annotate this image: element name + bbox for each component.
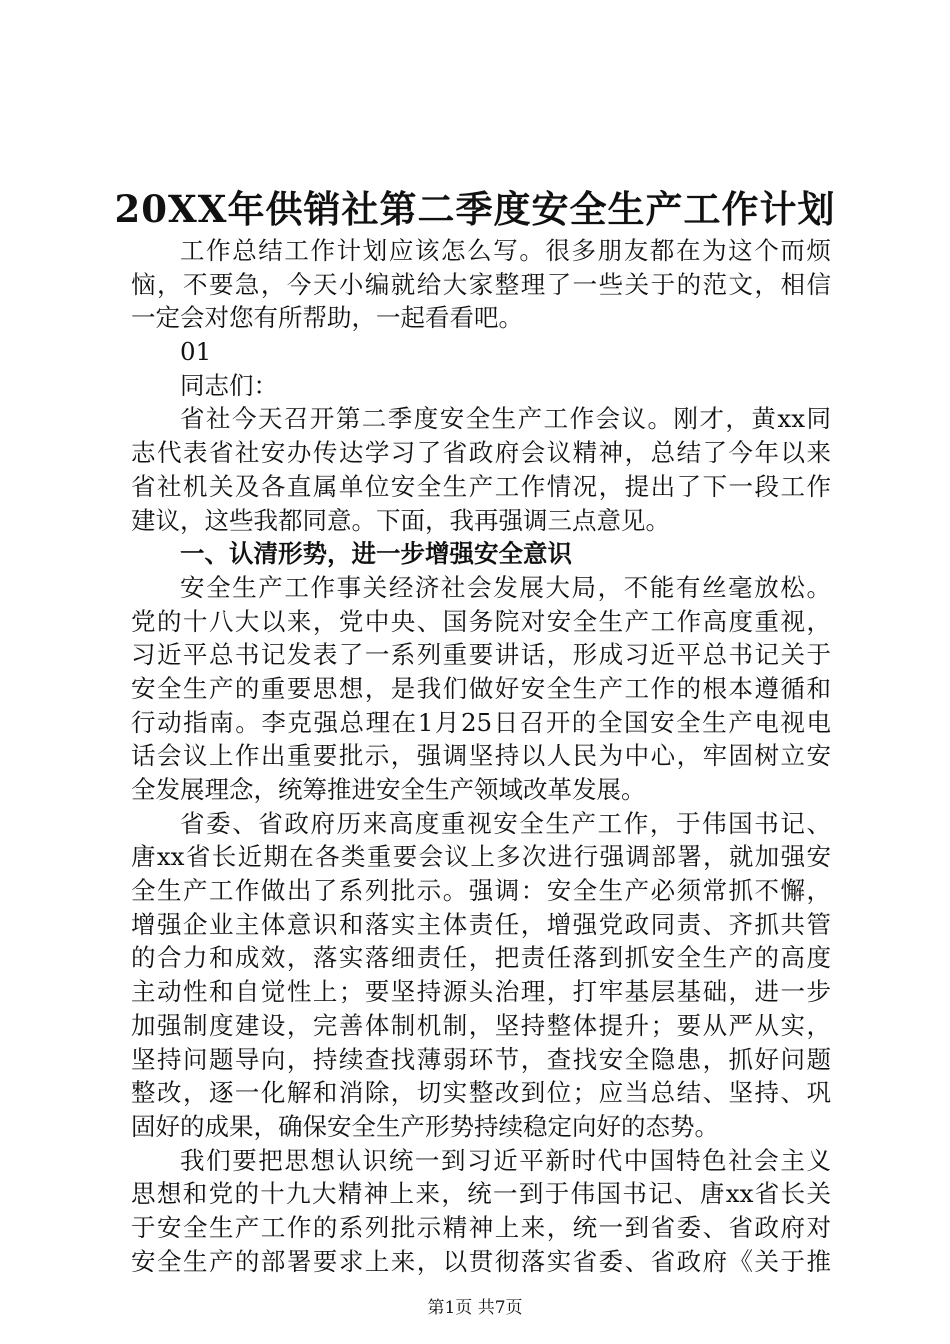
body-line: 全生产工作做出了系列批示。强调：安全生产必须常抓不懈， [131,876,831,906]
body-line: 省社今天召开第二季度安全生产工作会议。刚才，黄xx同 [180,404,831,434]
body-line: 整改，逐一化解和消除，切实整改到位；应当总结、坚持、巩 [131,1078,831,1108]
section-heading: 一、认清形势，进一步增强安全意识 [180,539,572,569]
body-line: 恼，不要急，今天小编就给大家整理了一些关于的范文，相信 [131,269,831,299]
body-line: 省社机关及各直属单位安全生产工作情况，提出了下一段工作 [131,471,831,501]
body-line: 党的十八大以来，党中央、国务院对安全生产工作高度重视， [131,606,831,636]
body-line: 省委、省政府历来高度重视安全生产工作，于伟国书记、 [180,808,831,838]
body-line: 志代表省社安办传达学习了省政府会议精神，总结了今年以来 [131,438,831,468]
body-line: 我们要把思想认识统一到习近平新时代中国特色社会主义 [180,1145,831,1175]
body-line: 坚持问题导向，持续查找薄弱环节，查找安全隐患，抓好问题 [131,1044,831,1074]
body-line: 安全生产的部署要求上来，以贯彻落实省委、省政府《关于推 [131,1246,831,1276]
body-line: 于安全生产工作的系列批示精神上来，统一到省委、省政府对 [131,1212,831,1242]
body-line: 一定会对您有所帮助，一起看看吧。 [131,303,523,333]
body-line: 唐xx省长近期在各类重要会议上多次进行强调部署，就加强安 [131,842,831,872]
body-line: 话会议上作出重要批示，强调坚持以人民为中心，牢固树立安 [131,741,831,771]
document-title: 20XX年供销社第二季度安全生产工作计划 [114,187,836,231]
section-number: 01 [180,337,212,367]
body-line: 加强制度建设，完善体制机制，坚持整体提升；要从严从实， [131,1010,831,1040]
body-line: 工作总结工作计划应该怎么写。很多朋友都在为这个而烦 [180,236,831,265]
body-line: 的合力和成效，落实落细责任，把责任落到抓安全生产的高度 [131,943,831,973]
body-line: 思想和党的十九大精神上来，统一到于伟国书记、唐xx省长关 [131,1179,831,1209]
body-line: 安全生产的重要思想，是我们做好安全生产工作的根本遵循和 [131,673,831,703]
body-line: 安全生产工作事关经济社会发展大局，不能有丝毫放松。 [180,572,831,602]
body-line: 建议，这些我都同意。下面，我再强调三点意见。 [131,505,670,535]
body-line: 增强企业主体意识和落实主体责任，增强党政同责、齐抓共管 [131,909,831,939]
body-line: 全发展理念，统筹推进安全生产领域改革发展。 [131,775,646,804]
page-footer: 第1页 共7页 [427,1298,523,1318]
body-line: 主动性和自觉性上；要坚持源头治理，打牢基层基础，进一步 [131,977,831,1007]
body-line: 习近平总书记发表了一系列重要讲话，形成习近平总书记关于 [131,640,831,670]
salutation: 同志们： [180,370,278,400]
body-line: 行动指南。李克强总理在1月25日召开的全国安全生产电视电 [131,707,831,737]
document-body [131,234,831,1278]
body-line: 固好的成果，确保安全生产形势持续稳定向好的态势。 [131,1111,719,1141]
